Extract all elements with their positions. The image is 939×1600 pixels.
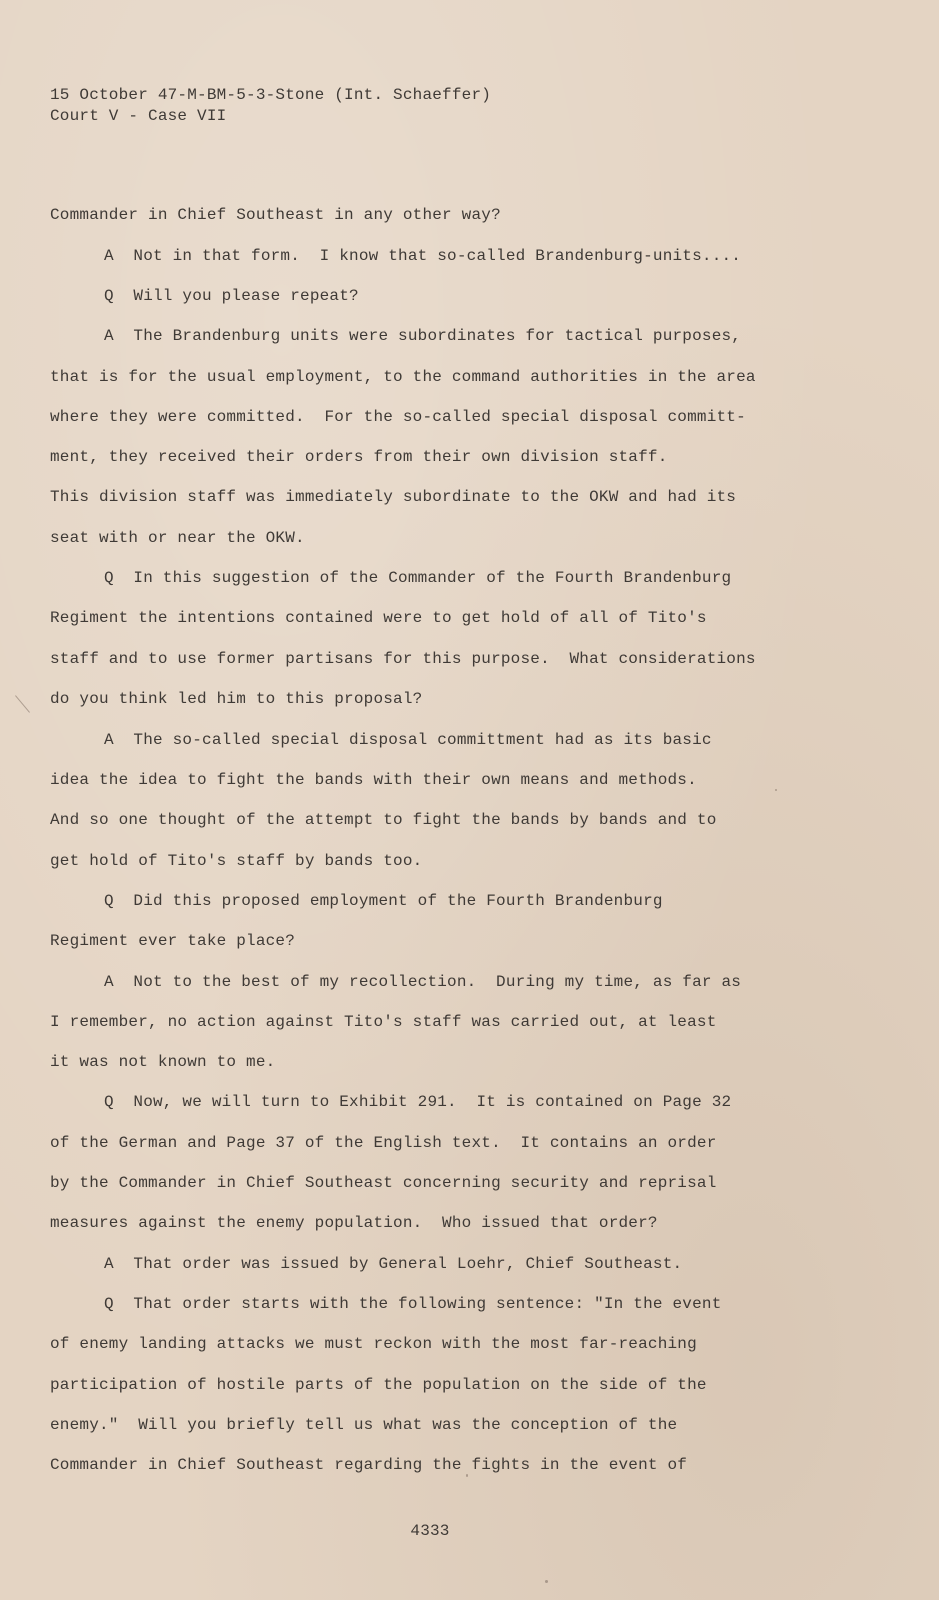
answer-line: A Not to the best of my recollection. During my time, as far as [104,973,742,991]
page-number: 4333 [410,1522,450,1540]
header-line-2: Court V - Case VII [50,107,227,125]
body-line: This division staff was immediately subordinate to the OKW and had its [50,488,737,506]
body-line: where they were committed. For the so-called special disposal committ- [50,408,746,426]
body-line: of enemy landing attacks we must reckon with the most far-reaching [50,1335,697,1353]
body-line: it was not known to me. [50,1053,276,1071]
body-line: Regiment ever take place? [50,932,296,950]
answer-line: A That order was issued by General Loehr, Chief Southeast. [104,1255,683,1273]
question-line: Q Did this proposed employment of the Fourth Brandenburg [104,892,663,910]
body-line: Regiment the intentions contained were to get hold of all of Tito's [50,609,707,627]
body-line: ment, they received their orders from their own division staff. [50,448,668,466]
answer-line: A The Brandenburg units were subordinates for tactical purposes, [104,327,742,345]
question-line: Q Now, we will turn to Exhibit 291. It is contained on Page 32 [104,1093,732,1111]
body-line: Commander in Chief Southeast in any other way? [50,206,501,224]
body-line: measures against the enemy population. Who issued that order? [50,1214,658,1232]
paper-speck [545,1580,548,1583]
body-line: I remember, no action against Tito's staff was carried out, at least [50,1013,717,1031]
body-line: seat with or near the OKW. [50,529,305,547]
body-line: that is for the usual employment, to the command authorities in the area [50,368,756,386]
paper-speck [466,1474,468,1477]
body-line: idea the idea to fight the bands with their own means and methods. [50,771,697,789]
question-line: Q In this suggestion of the Commander of the Fourth Brandenburg [104,569,732,587]
answer-line: A Not in that form. I know that so-called Brandenburg-units.... [104,247,742,265]
paper-mark [15,695,30,712]
body-line: by the Commander in Chief Southeast concerning security and reprisal [50,1174,717,1192]
header-line-1: 15 October 47-M-BM-5-3-Stone (Int. Schaeffer) [50,86,492,104]
body-line: do you think led him to this proposal? [50,690,423,708]
question-line: Q That order starts with the following sentence: "In the event [104,1295,722,1313]
question-line: Q Will you please repeat? [104,287,359,305]
body-line: of the German and Page 37 of the English text. It contains an order [50,1134,717,1152]
body-line: enemy." Will you briefly tell us what was the conception of the [50,1416,678,1434]
body-line: And so one thought of the attempt to fight the bands by bands and to [50,811,717,829]
body-line: Commander in Chief Southeast regarding the fights in the event of [50,1456,688,1474]
paper-speck [775,789,777,791]
body-line: participation of hostile parts of the population on the side of the [50,1376,707,1394]
body-line: staff and to use former partisans for this purpose. What considerations [50,650,756,668]
answer-line: A The so-called special disposal committment had as its basic [104,731,712,749]
body-line: get hold of Tito's staff by bands too. [50,852,423,870]
